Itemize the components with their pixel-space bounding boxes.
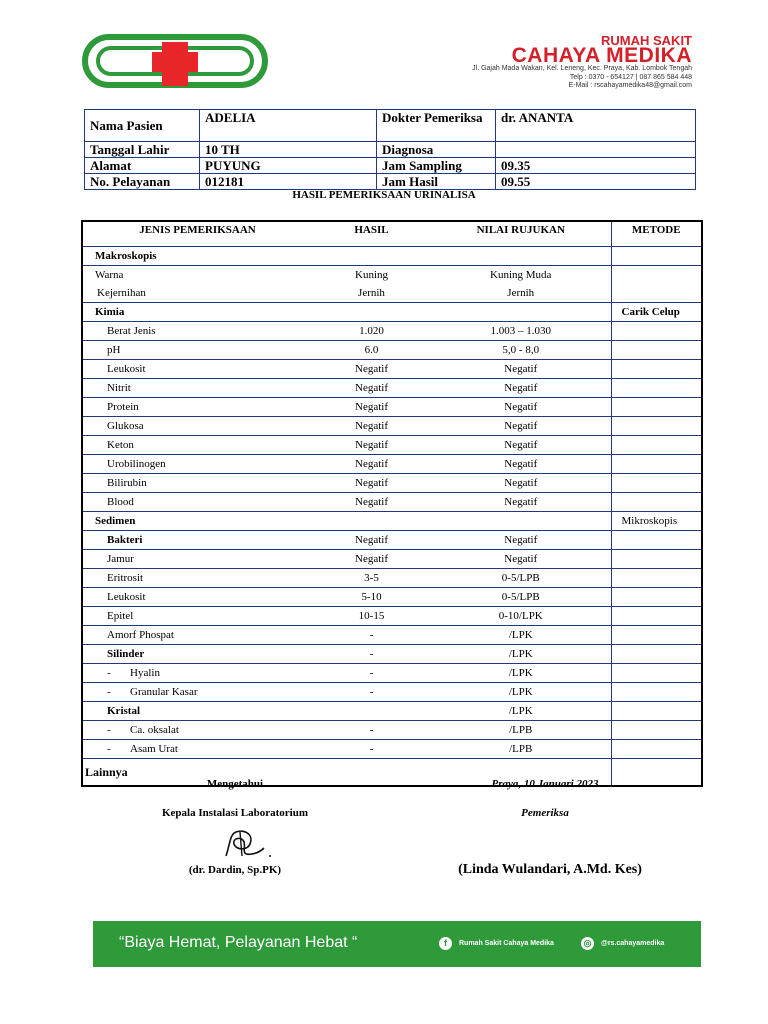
table-row <box>82 379 702 398</box>
doctor-name: dr. ANANTA <box>496 110 696 142</box>
row-metode <box>611 455 702 474</box>
header-metode: METODE <box>611 221 702 247</box>
header-jenis: JENIS PEMERIKSAAN <box>82 221 312 247</box>
row-rujukan: Negatif <box>431 436 611 455</box>
table-row <box>82 247 702 266</box>
table-row <box>82 683 702 702</box>
hospital-address: Jl. Gajah Mada Wakan, Kel. Leneng, Kec. Praya, Kab. Lombok Tengah <box>472 65 692 72</box>
table-row <box>82 721 702 740</box>
row-metode <box>611 531 702 550</box>
row-hasil: Negatif <box>312 550 431 569</box>
sig-left-title: Mengetahui <box>206 778 264 790</box>
diagnosis-value <box>496 142 696 158</box>
row-hasil: 1.020 <box>312 322 431 341</box>
footer-slogan: “Biaya Hemat, Pelayanan Hebat “ <box>119 934 358 951</box>
sig-right-name: (Linda Wulandari, A.Md. Kes) <box>458 862 642 877</box>
row-hasil: Kuning <box>355 268 388 281</box>
row-metode <box>611 493 702 512</box>
row-rujukan: /LPK <box>431 645 611 664</box>
row-rujukan: Negatif <box>431 493 611 512</box>
row-hasil <box>312 247 431 266</box>
row-test-name: Lainnya <box>82 759 312 787</box>
row-test-name: Kimia <box>82 303 312 322</box>
row-test-name: - Granular Kasar <box>82 683 312 702</box>
table-row <box>82 607 702 626</box>
sig-left-name: (dr. Dardin, Sp.PK) <box>188 864 282 876</box>
row-rujukan: Negatif <box>431 531 611 550</box>
row-metode <box>611 266 702 285</box>
table-row <box>82 284 702 303</box>
row-metode <box>611 360 702 379</box>
row-metode: Carik Celup <box>611 303 702 322</box>
row-rujukan <box>431 303 611 322</box>
table-row <box>82 588 702 607</box>
row-hasil: Negatif <box>312 455 431 474</box>
row-rujukan: 1.003 – 1.030 <box>431 322 611 341</box>
header-hasil: HASIL <box>312 221 431 247</box>
row-test-name: Protein <box>82 398 312 417</box>
row-rujukan: /LPK <box>431 626 611 645</box>
table-header-row <box>82 221 702 247</box>
row-test-name: Blood <box>82 493 312 512</box>
footer-instagram[interactable]: @rs.cahayamedika <box>601 940 665 947</box>
row-rujukan: /LPK <box>431 702 611 721</box>
label-diagnosis: Diagnosa <box>377 142 496 158</box>
table-row <box>82 436 702 455</box>
row-hasil: - <box>312 683 431 702</box>
row-metode <box>611 247 702 266</box>
table-row <box>82 493 702 512</box>
row-metode <box>611 398 702 417</box>
table-row <box>82 417 702 436</box>
row-test-name: Silinder <box>82 645 312 664</box>
row-test-name: Jamur <box>82 550 312 569</box>
row-hasil: Negatif <box>312 379 431 398</box>
table-row <box>82 474 702 493</box>
row-test-name: Bilirubin <box>82 474 312 493</box>
row-test-name: Eritrosit <box>82 569 312 588</box>
row-rujukan: Negatif <box>431 398 611 417</box>
row-rujukan: Kuning Muda <box>490 268 552 281</box>
row-metode <box>611 417 702 436</box>
row-rujukan <box>431 247 611 266</box>
report-title: HASIL PEMERIKSAAN URINALISA <box>292 189 476 201</box>
row-rujukan: Negatif <box>431 474 611 493</box>
table-row <box>82 512 702 531</box>
row-hasil: Negatif <box>312 474 431 493</box>
row-hasil: Negatif <box>312 493 431 512</box>
table-row <box>82 740 702 759</box>
hospital-phone: Telp : 0370 - 654127 | 087 865 584 448 <box>569 74 692 81</box>
row-test-name: - Ca. oksalat <box>82 721 312 740</box>
row-hasil: Negatif <box>312 436 431 455</box>
row-hasil: 3-5 <box>312 569 431 588</box>
row-test-name: Nitrit <box>82 379 312 398</box>
row-rujukan: 5,0 - 8,0 <box>431 341 611 360</box>
row-hasil: Jernih <box>312 284 431 303</box>
facebook-icon: f <box>439 937 452 950</box>
row-rujukan <box>431 512 611 531</box>
patient-dob: 10 TH <box>200 142 377 158</box>
row-metode <box>611 341 702 360</box>
row-rujukan: /LPK <box>431 664 611 683</box>
row-rujukan: 0-5/LPB <box>431 569 611 588</box>
patient-address: PUYUNG <box>200 158 377 174</box>
patient-name: ADELIA <box>200 110 377 142</box>
header-rujukan: NILAI RUJUKAN <box>431 221 611 247</box>
label-sampling: Jam Sampling <box>377 158 496 174</box>
table-row <box>82 626 702 645</box>
row-test-name: Kristal <box>82 702 312 721</box>
row-metode <box>611 645 702 664</box>
row-test-name: Amorf Phospat <box>82 626 312 645</box>
table-row <box>82 664 702 683</box>
row-test-name: Bakteri <box>82 531 312 550</box>
row-rujukan: Negatif <box>431 417 611 436</box>
table-row <box>82 341 702 360</box>
label-address: Alamat <box>85 158 200 174</box>
row-test-name: - Hyalin <box>82 664 312 683</box>
row-hasil <box>312 759 431 787</box>
row-hasil: Negatif <box>312 398 431 417</box>
hospital-name-line2: CAHAYA MEDIKA <box>511 44 692 67</box>
row-test-name: Keton <box>82 436 312 455</box>
row-metode <box>611 740 702 759</box>
row-rujukan: Negatif <box>431 379 611 398</box>
row-hasil: Negatif <box>312 360 431 379</box>
row-hasil: - <box>312 740 431 759</box>
table-row <box>82 360 702 379</box>
row-metode <box>611 379 702 398</box>
table-row <box>82 550 702 569</box>
row-rujukan: Negatif <box>431 550 611 569</box>
row-metode: Mikroskopis <box>611 512 702 531</box>
row-hasil: - <box>312 721 431 740</box>
row-test-name: Leukosit <box>82 588 312 607</box>
hospital-email: E-Mail : rscahayamedika48@gmail.com <box>568 82 692 89</box>
row-metode <box>611 436 702 455</box>
result-time: 09.55 <box>496 174 696 190</box>
row-hasil: - <box>312 626 431 645</box>
row-metode <box>611 284 702 303</box>
label-name: Nama Pasien <box>85 110 200 142</box>
label-dob: Tanggal Lahir <box>85 142 200 158</box>
row-hasil: 5-10 <box>312 588 431 607</box>
table-row <box>82 303 702 322</box>
row-metode <box>611 322 702 341</box>
sig-right-role: Pemeriksa <box>521 807 569 819</box>
sig-right-date: Praya, 10 Januari 2023 <box>491 778 599 790</box>
table-row <box>82 266 702 285</box>
row-test-name: Warna <box>95 268 124 281</box>
signature-mark <box>220 826 276 862</box>
row-metode <box>611 607 702 626</box>
row-metode <box>611 702 702 721</box>
row-hasil <box>312 702 431 721</box>
row-metode <box>611 550 702 569</box>
sampling-time: 09.35 <box>496 158 696 174</box>
row-rujukan: /LPK <box>431 683 611 702</box>
results-table <box>81 220 703 787</box>
row-test-name: Berat Jenis <box>82 322 312 341</box>
row-metode <box>611 474 702 493</box>
row-metode <box>611 588 702 607</box>
row-rujukan: 0-5/LPB <box>431 588 611 607</box>
table-row <box>82 398 702 417</box>
label-service-no: No. Pelayanan <box>85 174 200 190</box>
sig-left-role: Kepala Instalasi Laboratorium <box>161 807 309 819</box>
row-metode <box>611 569 702 588</box>
hospital-name-line1: RUMAH SAKIT <box>601 33 692 48</box>
instagram-icon: ◎ <box>581 937 594 950</box>
table-row <box>82 645 702 664</box>
row-hasil: Negatif <box>312 417 431 436</box>
table-row <box>82 569 702 588</box>
label-doctor: Dokter Pemeriksa <box>377 110 496 142</box>
patient-info-table <box>84 109 696 190</box>
row-test-name: Sedimen <box>82 512 312 531</box>
row-metode <box>611 664 702 683</box>
label-result-time: Jam Hasil <box>377 174 496 190</box>
row-hasil: - <box>312 664 431 683</box>
row-test-name: Glukosa <box>82 417 312 436</box>
row-rujukan: Negatif <box>431 360 611 379</box>
row-metode <box>611 683 702 702</box>
row-test-name: Makroskopis <box>82 247 312 266</box>
table-row <box>82 531 702 550</box>
row-test-name: Leukosit <box>82 360 312 379</box>
row-rujukan: 0-10/LPK <box>431 607 611 626</box>
row-hasil <box>312 303 431 322</box>
row-rujukan: Negatif <box>431 455 611 474</box>
row-hasil: - <box>312 645 431 664</box>
row-hasil: Negatif <box>312 531 431 550</box>
row-test-name: Epitel <box>82 607 312 626</box>
footer-facebook[interactable]: Rumah Sakit Cahaya Medika <box>459 940 554 947</box>
row-hasil: 6.0 <box>312 341 431 360</box>
row-rujukan: Jernih <box>431 284 611 303</box>
row-rujukan: /LPB <box>431 721 611 740</box>
table-row <box>82 322 702 341</box>
row-metode <box>611 721 702 740</box>
row-hasil: 10-15 <box>312 607 431 626</box>
service-number: 012181 <box>200 174 377 190</box>
row-test-name: pH <box>82 341 312 360</box>
row-metode <box>611 626 702 645</box>
row-test-name: - Asam Urat <box>82 740 312 759</box>
table-row <box>82 702 702 721</box>
row-test-name: Kejernihan <box>82 284 312 303</box>
row-test-name: Urobilinogen <box>82 455 312 474</box>
row-hasil <box>312 512 431 531</box>
table-row <box>82 455 702 474</box>
footer-banner <box>93 921 701 967</box>
row-rujukan: /LPB <box>431 740 611 759</box>
hospital-logo <box>82 34 268 88</box>
